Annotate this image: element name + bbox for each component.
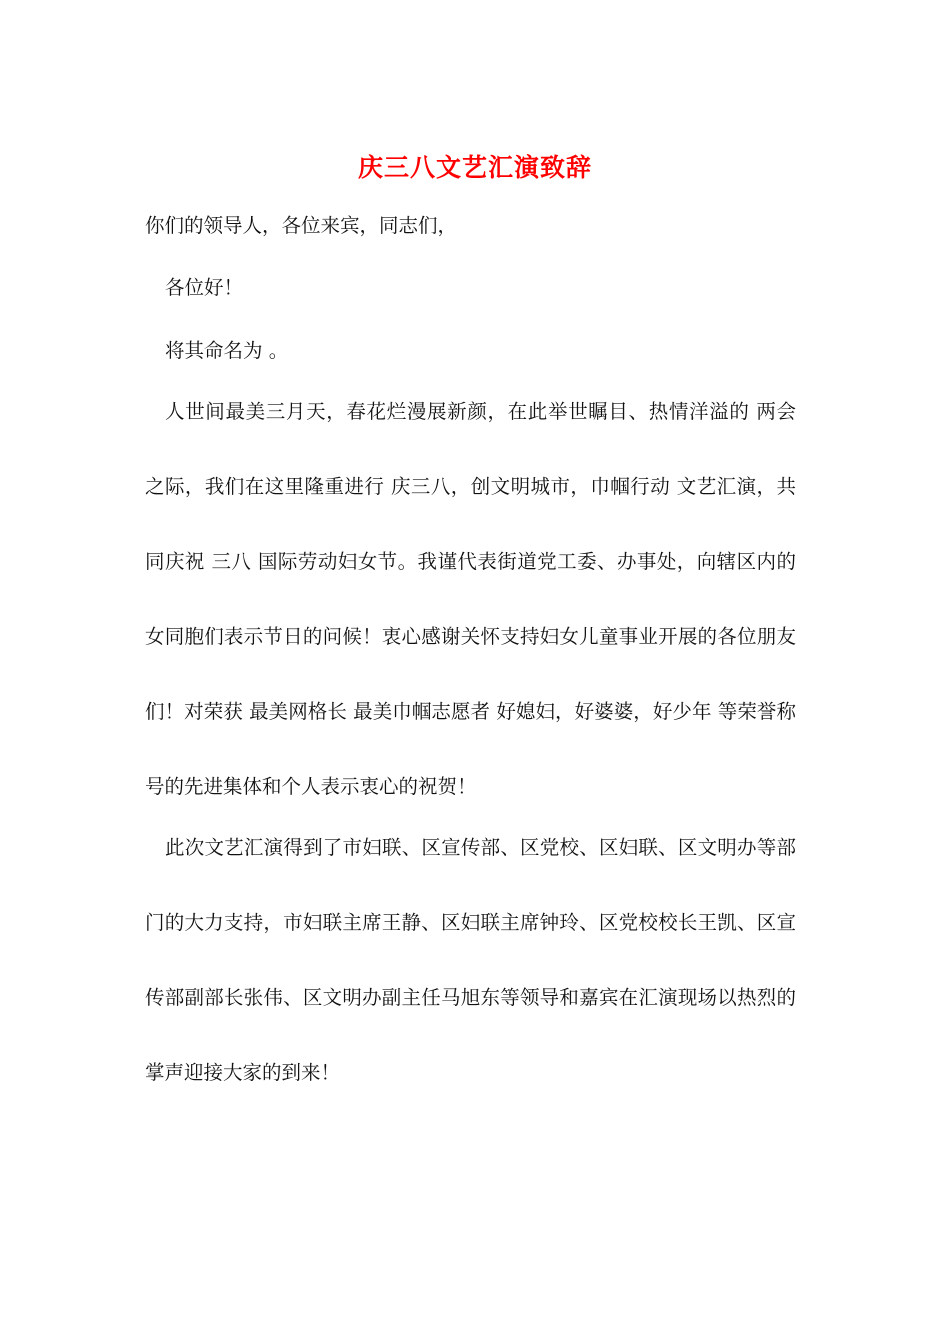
paragraph-support: 此次文艺汇演得到了市妇联、区宣传部、区党校、区妇联、区文明办等部门的大力支持，市妇联主席王静、区妇联主席钟玲、区党校校长王凯、区宣传部副部长张伟、区文明办副主任马旭东等领导和嘉宾在汇演现场以热烈的掌声迎接大家的到来！ (145, 836, 796, 1084)
document-title: 庆三八文艺汇演致辞 (357, 153, 592, 182)
paragraph-opening: 人世间最美三月天，春花烂漫展新颜，在此举世瞩目、热情洋溢的 两会 之际，我们在这里隆重进行 庆三八，创文明城市，巾帼行动 文艺汇演，共同庆祝 三八 国际劳动妇女节。我谨代表街道党工委、办事处，向辖区内的女同胞们表示节日的问候！衷心感谢关怀支持妇女儿童事业开展的各位朋友们！对荣获 最美网格长 最美巾帼志愿者 好媳妇，好婆婆，好少年 等荣誉称号的先进集体和个人表示衷心的祝贺！ (145, 400, 796, 798)
salutation: 你们的领导人，各位来宾，同志们， (145, 214, 458, 237)
greeting: 各位好！ (165, 276, 244, 299)
naming-line: 将其命名为 。 (165, 339, 289, 362)
